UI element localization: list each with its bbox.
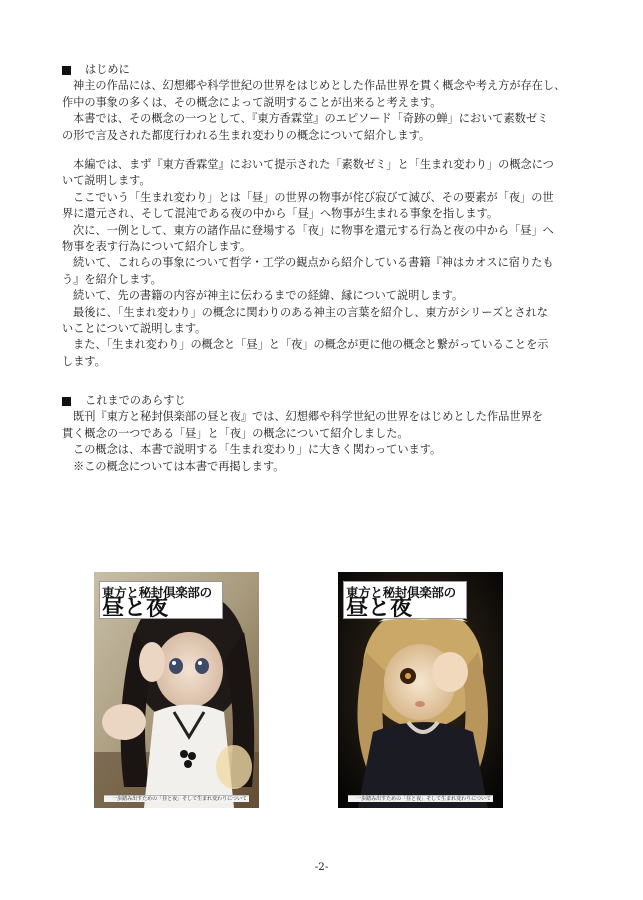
text-line: この概念は、本書で説明する「生まれ変わり」に大きく関わっています。 [73,443,442,457]
cover-title-box [99,581,223,619]
cover-title-main: 昼と夜 [102,595,169,621]
synopsis-section [62,393,580,475]
intro-heading-text: はじめに [85,63,130,76]
cover-title-main: 昼と夜 [346,595,413,621]
cover-title-box [343,581,467,619]
text-line: 本書では、その概念の一つとして、『東方香霖堂』のエピソード「奇跡の蝉」において素数ゼミ [73,112,549,126]
text-line: 最後に、「生まれ変わり」の概念に関わりのある神主の言葉を紹介し、東方がシリーズとされな [73,305,548,319]
intro-paragraphs [62,78,580,144]
text-line: いて説明します。 [62,174,151,188]
text-line: 作中の事象の多くは、その概念によって説明することが出来ると考えます。 [62,95,442,109]
body-section [62,157,580,370]
text-line: 貫く概念の一つである「昼」と「夜」の概念について紹介しました。 [62,426,409,440]
text-line: 次に、一例として、東方の諸作品に登場する「夜」に物事を還元する行為と夜の中から「昼」へ [73,223,554,237]
text-line: う』を紹介します。 [62,272,162,286]
text-line: 物事を表す行為について紹介します。 [62,240,252,254]
text-line: します。 [62,354,106,368]
text-line: ※この概念については本書で再掲します。 [73,459,285,473]
page-number: -2- [314,861,329,873]
text-line: 既刊『東方と秘封倶楽部の昼と夜』では、幻想郷や科学世紀の世界をはじめとした作品世界を [73,410,543,424]
cover-title-top: 東方と秘封倶楽部の [102,585,212,600]
text-line: また、「生まれ変わり」の概念と「昼」と「夜」の概念が更に他の概念と繋がっていることを示 [73,338,549,352]
text-line: 続いて、先の書籍の内容が神主に伝わるまでの経緯、縁について説明します。 [73,289,464,303]
text-line: ここでいう「生まれ変わり」とは「昼」の世界の物事が侘び寂びて滅び、その要素が「夜」の世 [73,190,554,204]
synopsis-heading-text: これまでのあらすじ [85,394,186,407]
cover-caption-strip [104,795,249,802]
text-line: 神主の作品には、幻想郷や科学世紀の世界をはじめとした作品世界を貫く概念や考え方が存在し、 [73,79,566,93]
cover-caption-strip [348,795,493,802]
book-cover-image-1 [94,572,259,808]
square-bullet-icon [62,397,71,406]
cover-title-top: 東方と秘封倶楽部の [346,585,456,600]
synopsis-heading [62,393,580,409]
cover-caption: 一歩踏み出すための「昼と夜」そして生まれ変わりについて [356,796,491,802]
book-cover-image-2 [338,572,503,808]
text-line: の形で言及された都度行われる生まれ変わりの概念について紹介します。 [62,128,431,142]
intro-heading [62,62,580,78]
cover-caption: 一歩踏み出すための「昼と夜」そして生まれ変わりについて [112,796,247,802]
text-line: いことについて説明します。 [62,322,207,336]
text-line: 本編では、まず『東方香霖堂』において提示された「素数ゼミ」と「生まれ変わり」の概念につ [73,158,554,171]
square-bullet-icon [62,66,71,75]
text-line: 続いて、これらの事象について哲学・工学の観点から紹介している書籍『神はカオスに宿りたも [73,256,554,270]
text-line: 界に還元され、そして混沌である夜の中から「昼」へ物事が生まれる事象を指します。 [62,207,499,221]
intro-section [62,62,580,144]
body-paragraphs [62,157,580,370]
synopsis-paragraphs [62,409,580,475]
